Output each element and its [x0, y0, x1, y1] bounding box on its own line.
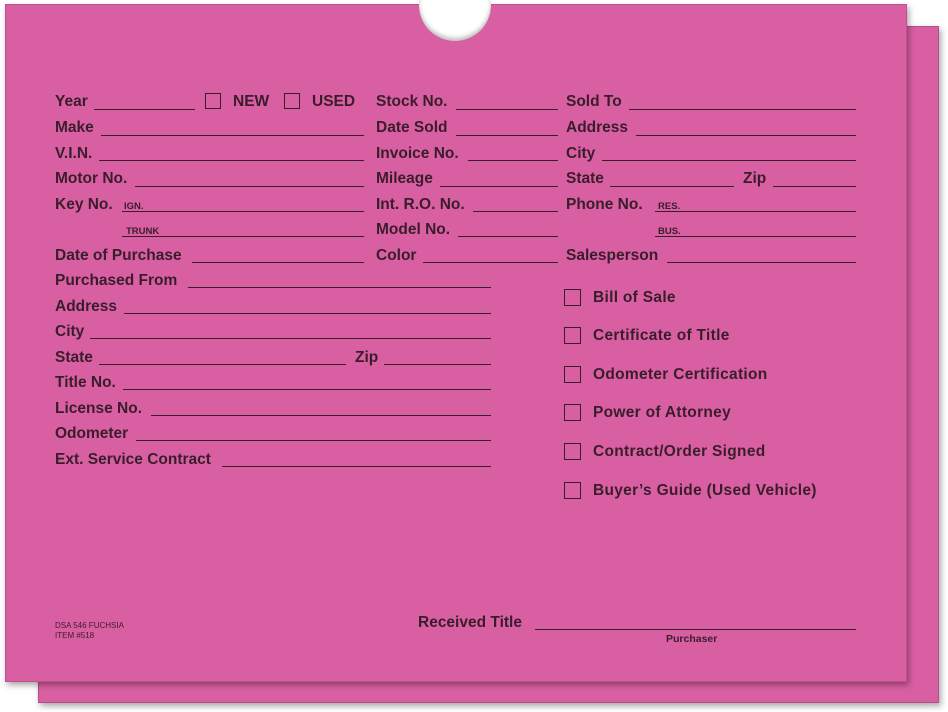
res-label: RES. — [658, 201, 681, 212]
bus-label: BUS. — [658, 226, 681, 237]
certificate-of-title-checkbox[interactable] — [564, 327, 581, 344]
sold-to-zip-field[interactable] — [773, 186, 856, 187]
invoice-no-field[interactable] — [468, 160, 558, 161]
invoice-no-label: Invoice No. — [376, 145, 459, 162]
buyers-guide-checkbox[interactable] — [564, 482, 581, 499]
purchased-from-field[interactable] — [188, 287, 491, 288]
thumb-notch — [419, 0, 491, 41]
sold-to-city-field[interactable] — [602, 160, 856, 161]
mileage-label: Mileage — [376, 170, 433, 187]
bill-of-sale-label: Bill of Sale — [593, 289, 676, 306]
odometer-certification-checkbox[interactable] — [564, 366, 581, 383]
ign-key-field[interactable] — [122, 211, 364, 212]
purchased-city-field[interactable] — [90, 338, 491, 339]
certificate-of-title-label: Certificate of Title — [593, 327, 730, 344]
date-sold-label: Date Sold — [376, 119, 448, 136]
phone-no-label: Phone No. — [566, 196, 643, 213]
sold-to-state-field[interactable] — [610, 186, 734, 187]
purchaser-signature-field[interactable] — [535, 629, 856, 630]
date-sold-field[interactable] — [456, 135, 558, 136]
key-no-label: Key No. — [55, 196, 113, 213]
phone-bus-field[interactable] — [655, 236, 856, 237]
salesperson-label: Salesperson — [566, 247, 659, 264]
ext-service-contract-label: Ext. Service Contract — [55, 451, 211, 468]
purchased-address-label: Address — [55, 298, 118, 315]
power-of-attorney-label: Power of Attorney — [593, 404, 732, 421]
color-field[interactable] — [423, 262, 558, 263]
salesperson-field[interactable] — [667, 262, 856, 263]
color-label: Color — [376, 247, 417, 264]
bill-of-sale-checkbox[interactable] — [564, 289, 581, 306]
sold-to-label: Sold To — [566, 93, 622, 110]
purchased-state-label: State — [55, 349, 93, 366]
odometer-certification-label: Odometer Certification — [593, 366, 768, 383]
new-label: NEW — [233, 93, 270, 110]
trunk-label: TRUNK — [126, 226, 160, 237]
license-no-field[interactable] — [151, 415, 491, 416]
year-label: Year — [55, 93, 88, 110]
purchased-city-label: City — [55, 323, 85, 340]
year-field[interactable] — [94, 109, 195, 110]
buyers-guide-label: Buyer’s Guide (Used Vehicle) — [593, 482, 817, 499]
mileage-field[interactable] — [440, 186, 558, 187]
int-ro-no-label: Int. R.O. No. — [376, 196, 465, 213]
form-code: DSA 546 FUCHSIA — [55, 621, 124, 630]
used-checkbox[interactable] — [284, 93, 300, 109]
sold-to-address-field[interactable] — [636, 135, 856, 136]
trunk-key-field[interactable] — [122, 236, 364, 237]
model-no-field[interactable] — [458, 236, 558, 237]
make-label: Make — [55, 119, 94, 136]
int-ro-no-field[interactable] — [473, 211, 558, 212]
ign-label: IGN. — [124, 201, 144, 212]
contract-order-signed-label: Contract/Order Signed — [593, 443, 766, 460]
deal-jacket-front — [5, 4, 907, 682]
purchased-zip-label: Zip — [355, 349, 379, 366]
vin-field[interactable] — [99, 160, 364, 161]
ext-service-contract-field[interactable] — [222, 466, 491, 467]
sold-to-field[interactable] — [629, 109, 856, 110]
received-title-label: Received Title — [418, 614, 522, 631]
contract-order-signed-checkbox[interactable] — [564, 443, 581, 460]
purchased-from-label: Purchased From — [55, 272, 178, 289]
purchased-state-field[interactable] — [99, 364, 346, 365]
purchaser-label: Purchaser — [666, 633, 718, 645]
phone-res-field[interactable] — [655, 211, 856, 212]
date-of-purchase-label: Date of Purchase — [55, 247, 182, 264]
odometer-field[interactable] — [136, 440, 491, 441]
date-of-purchase-field[interactable] — [192, 262, 364, 263]
sold-to-state-label: State — [566, 170, 604, 187]
title-no-label: Title No. — [55, 374, 116, 391]
sold-to-zip-label: Zip — [743, 170, 767, 187]
title-no-field[interactable] — [123, 389, 491, 390]
sold-to-city-label: City — [566, 145, 596, 162]
vin-label: V.I.N. — [55, 145, 93, 162]
stock-no-label: Stock No. — [376, 93, 448, 110]
sold-to-address-label: Address — [566, 119, 629, 136]
odometer-label: Odometer — [55, 425, 129, 442]
model-no-label: Model No. — [376, 221, 451, 238]
power-of-attorney-checkbox[interactable] — [564, 404, 581, 421]
make-field[interactable] — [101, 135, 364, 136]
purchased-zip-field[interactable] — [384, 364, 491, 365]
used-label: USED — [312, 93, 356, 110]
purchased-address-field[interactable] — [124, 313, 491, 314]
item-number: ITEM #518 — [55, 631, 95, 640]
stock-no-field[interactable] — [456, 109, 558, 110]
new-checkbox[interactable] — [205, 93, 221, 109]
license-no-label: License No. — [55, 400, 142, 417]
motor-no-field[interactable] — [135, 186, 364, 187]
motor-no-label: Motor No. — [55, 170, 128, 187]
